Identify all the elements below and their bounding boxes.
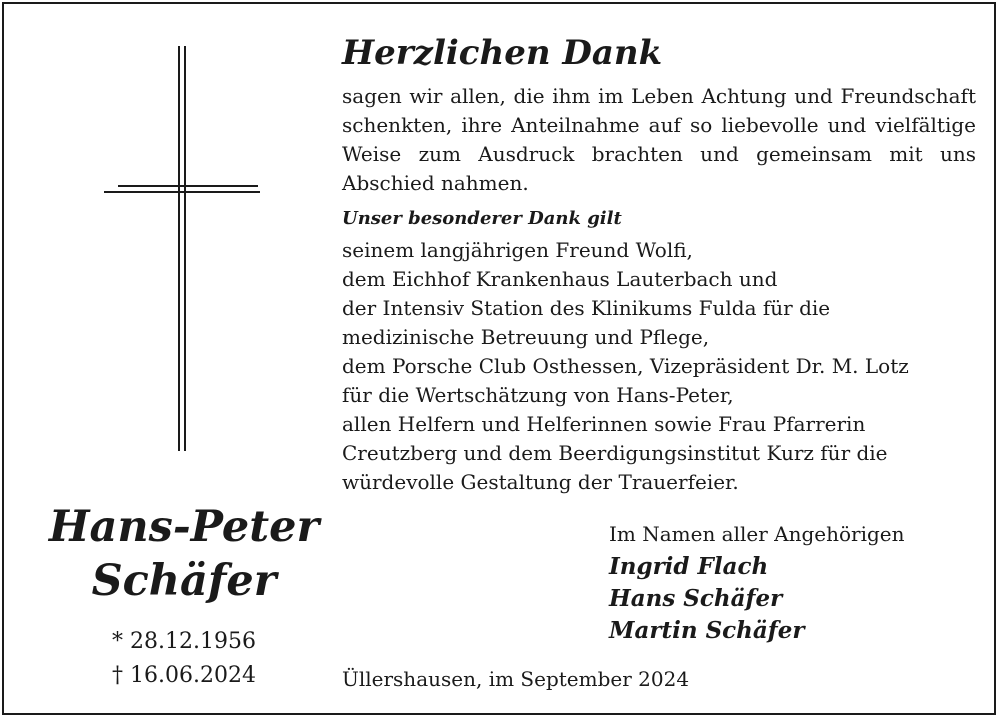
deceased-name [34, 500, 334, 608]
thanks-line: Creutzberg und dem Beerdigungsinstitut Kurz für die [342, 441, 888, 465]
thanks-heading: Herzlichen Dank [342, 33, 663, 73]
special-thanks-list [342, 236, 976, 497]
obituary-card [2, 2, 996, 715]
thanks-line: medizinische Betreuung und Pflege, [342, 325, 710, 349]
death-date: † 16.06.2024 [112, 663, 256, 688]
birth-date: * 28.12.1956 [112, 629, 256, 654]
thanks-line: für die Wertschätzung von Hans-Peter, [342, 383, 734, 407]
signoff-intro: Im Namen aller Angehörigen [609, 522, 905, 546]
special-thanks-heading: Unser besonderer Dank gilt [342, 208, 622, 229]
thanks-line: dem Eichhof Krankenhaus Lauterbach und [342, 267, 778, 291]
place-date: Üllershausen, im September 2024 [342, 667, 690, 691]
thanks-line: dem Porsche Club Osthessen, Vizepräsident Dr. M. Lotz [342, 354, 909, 378]
thanks-line: der Intensiv Station des Klinikums Fulda für die [342, 296, 831, 320]
signer-name: Martin Schäfer [609, 617, 805, 644]
thanks-intro-paragraph: sagen wir allen, die ihm im Leben Achtung und Freundschaft schenkten, ihre Anteilnahme auf so liebevolle und vielfältige Weise zum Ausdruck brachten und gemeinsam mit uns Abschied nahmen. [342, 84, 976, 195]
signer-name: Ingrid Flach [609, 553, 769, 580]
signoff-block [609, 517, 969, 647]
signer-name: Hans Schäfer [609, 585, 783, 612]
thanks-line: allen Helfern und Helferinnen sowie Frau Pfarrerin [342, 412, 866, 436]
thanks-line: würdevolle Gestaltung der Trauerfeier. [342, 470, 739, 494]
thanks-column [342, 28, 976, 497]
deceased-last-name: Schäfer [91, 556, 277, 606]
deceased-first-name: Hans-Peter [48, 502, 320, 552]
thanks-line: seinem langjährigen Freund Wolfi, [342, 238, 693, 262]
life-dates [64, 625, 304, 693]
cross-icon [104, 46, 260, 451]
